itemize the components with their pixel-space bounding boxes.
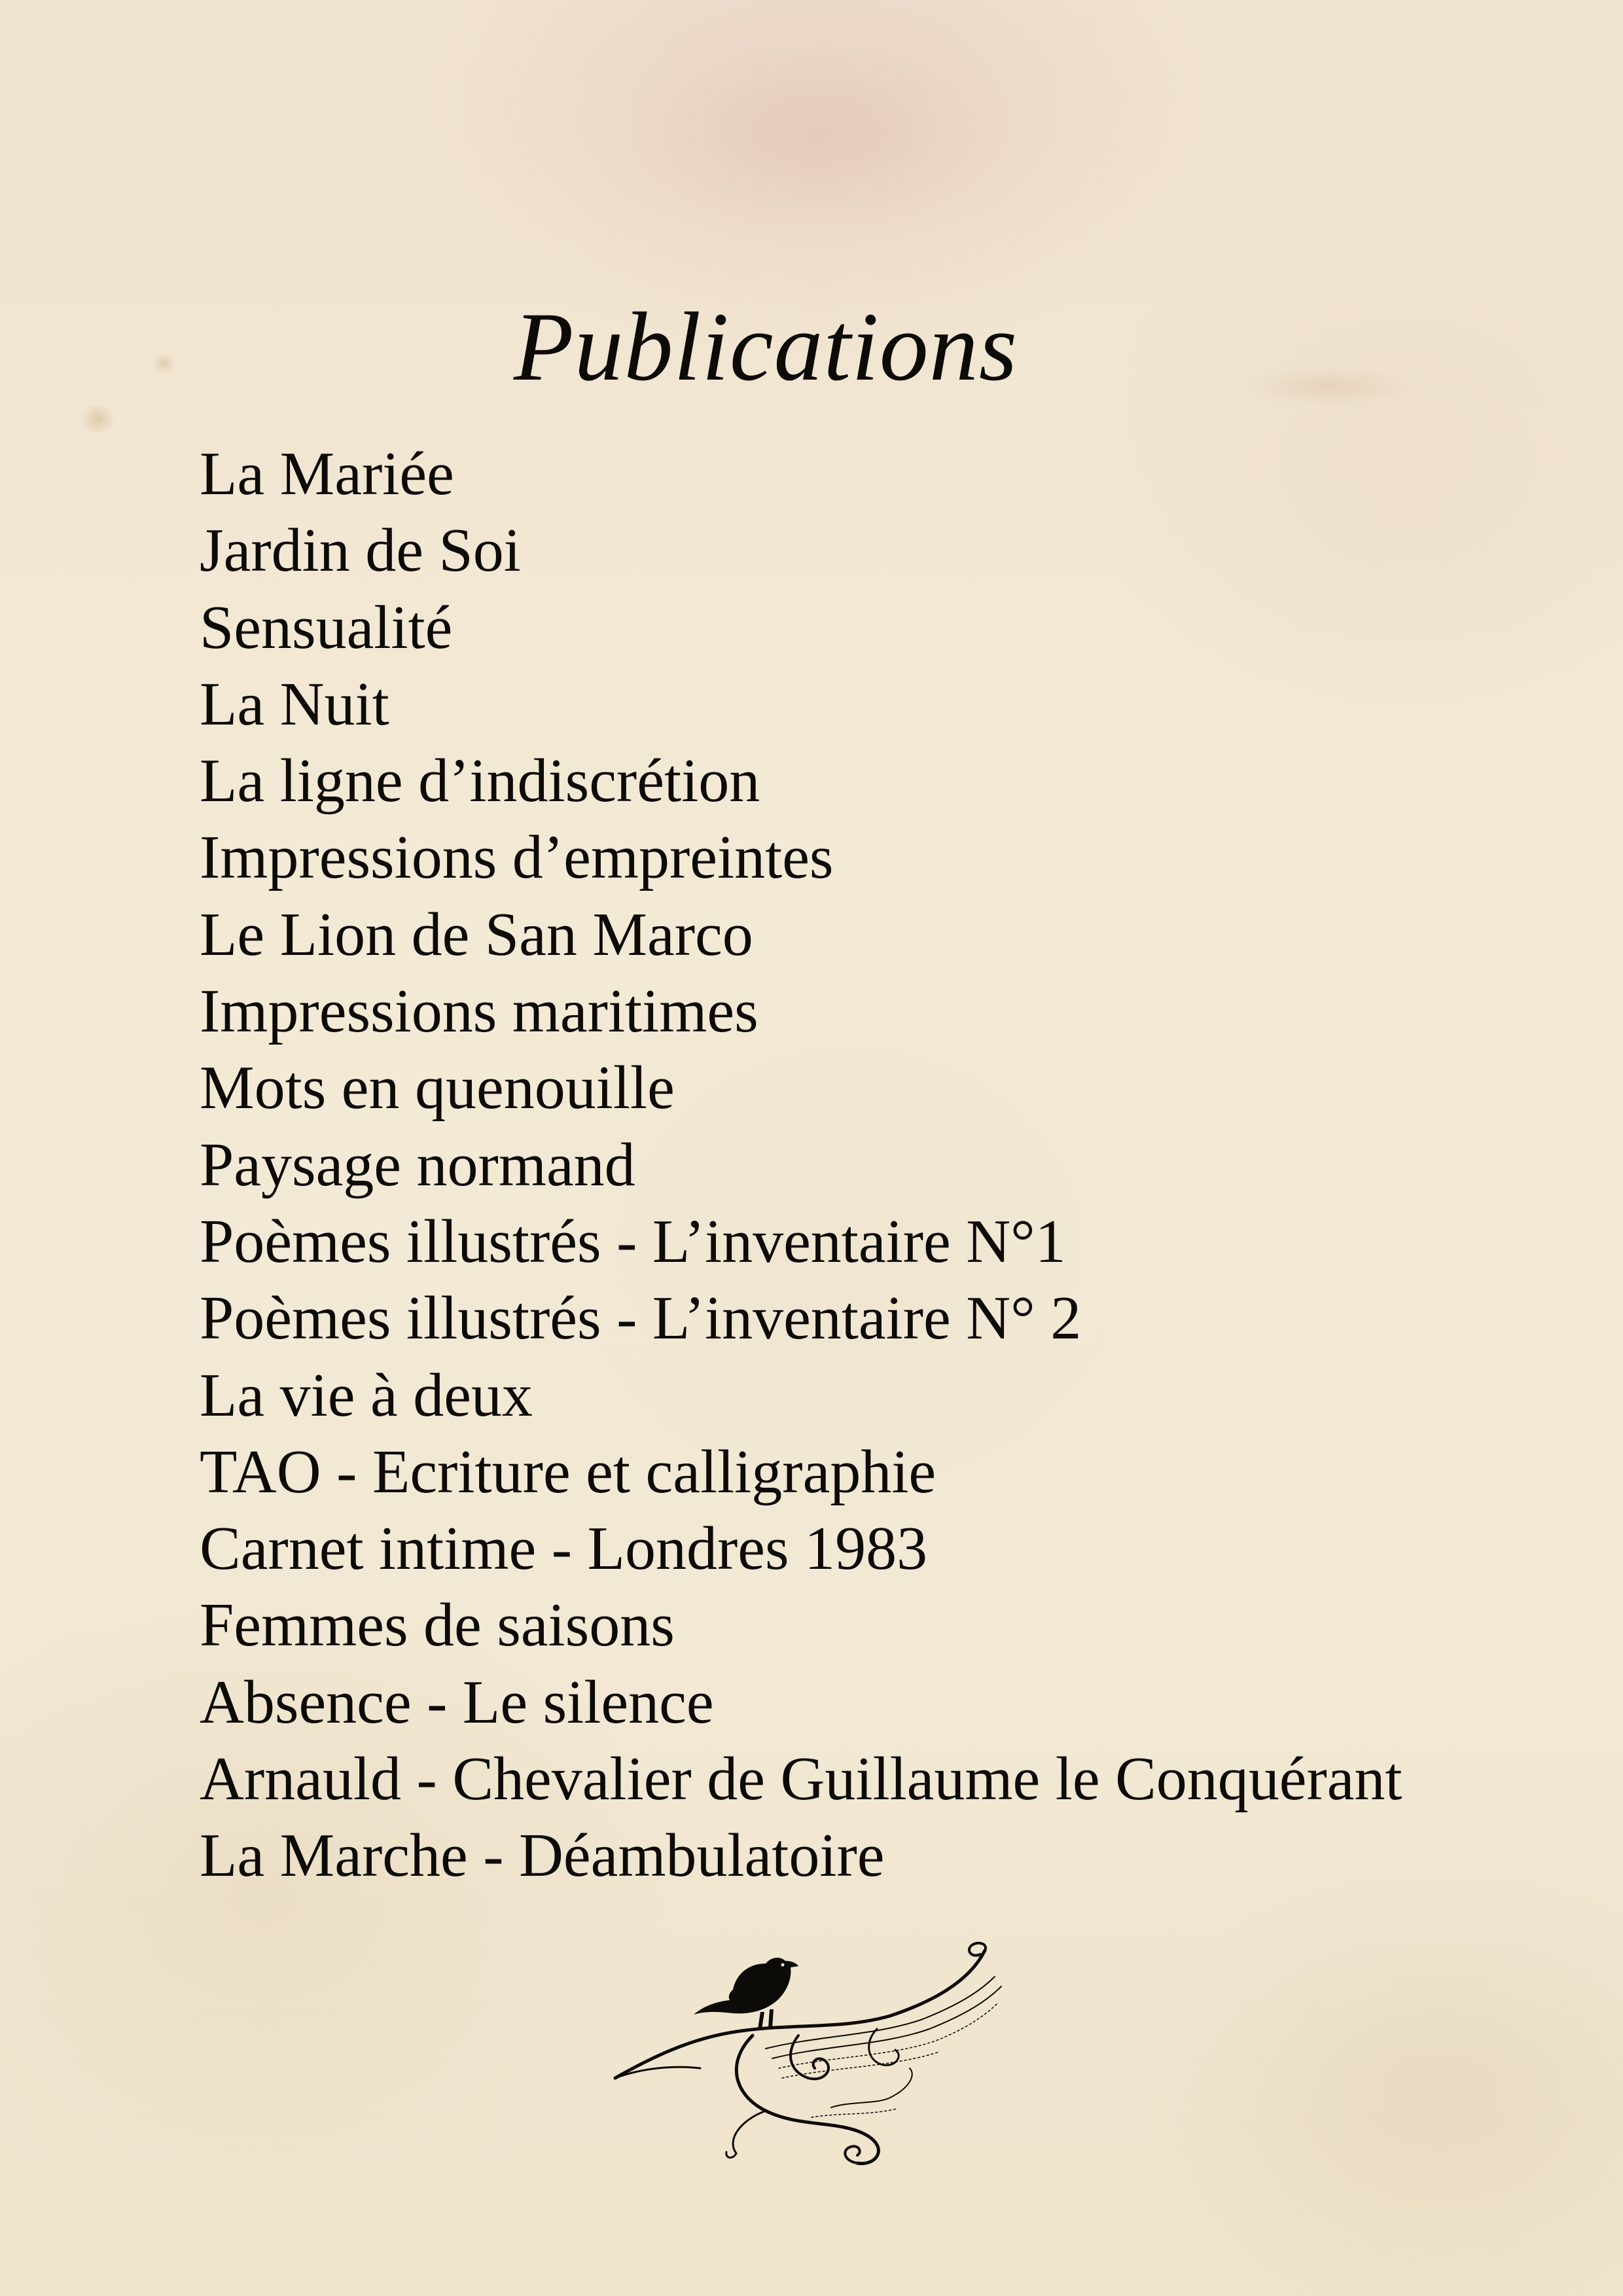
list-item: Femmes de saisons	[200, 1591, 675, 1660]
list-item: Mots en quenouille	[200, 1054, 675, 1122]
list-item: La ligne d’indiscrétion	[200, 747, 760, 816]
publication-list	[200, 436, 1402, 1895]
list-item: Poèmes illustrés - L’inventaire N° 2	[200, 1284, 1082, 1353]
list-item: Impressions d’empreintes	[200, 823, 834, 892]
list-item: La Marche - Déambulatoire	[200, 1821, 885, 1890]
list-item: Poèmes illustrés - L’inventaire N°1	[200, 1207, 1066, 1276]
list-item: Absence - Le silence	[200, 1668, 714, 1736]
list-item: La Nuit	[200, 670, 389, 738]
page-title: Publications	[513, 293, 1018, 401]
list-item: Carnet intime - Londres 1983	[200, 1515, 928, 1583]
list-item: Sensualité	[200, 593, 453, 662]
list-item: La vie à deux	[200, 1361, 533, 1429]
list-item: Jardin de Soi	[200, 516, 521, 585]
list-item: TAO - Ecriture et calligraphie	[200, 1437, 936, 1506]
list-item: Paysage normand	[200, 1130, 635, 1199]
paper-stain	[79, 406, 118, 432]
bird-on-flourish-icon	[602, 1937, 1008, 2173]
paper-stain	[622, 39, 1014, 236]
list-item: Arnauld - Chevalier de Guillaume le Conquérant	[200, 1745, 1402, 1814]
list-item: Le Lion de San Marco	[200, 900, 753, 969]
list-item: Impressions maritimes	[200, 977, 758, 1046]
list-item: La Mariée	[200, 440, 454, 508]
